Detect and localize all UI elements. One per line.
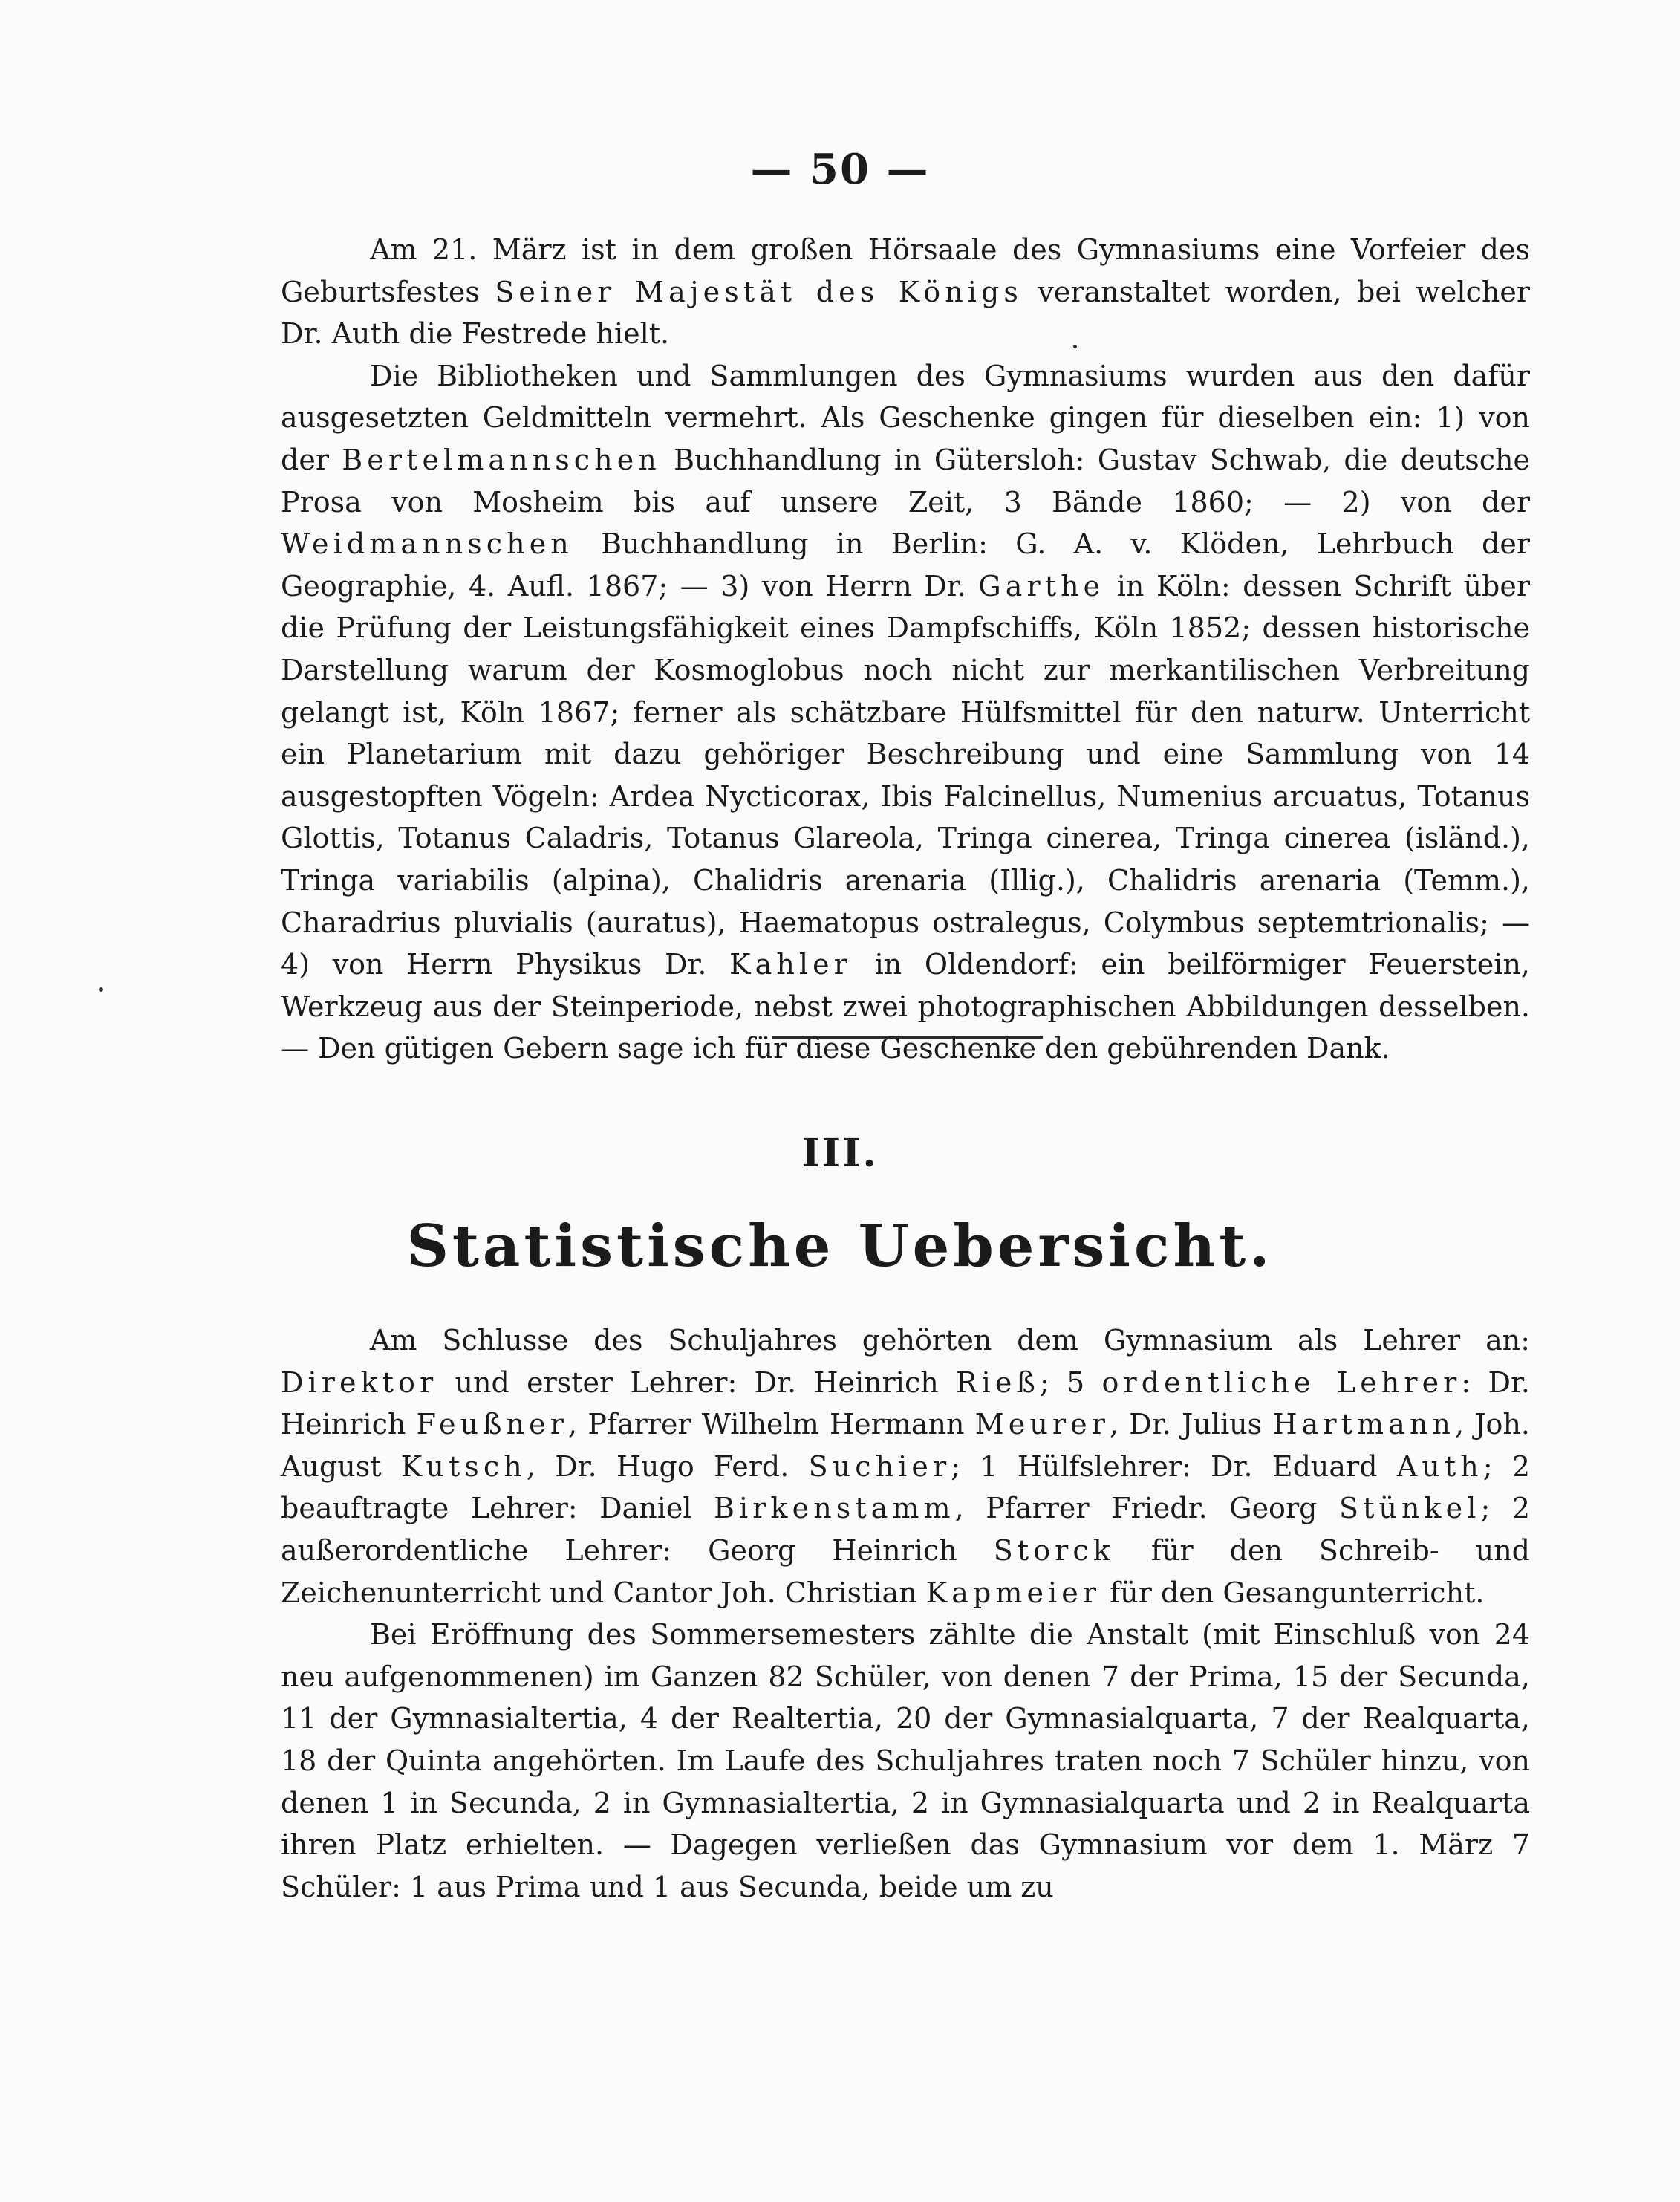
spaced-name: Kahler <box>729 948 852 981</box>
text-run: , Pfarrer Wilhelm Hermann <box>567 1408 975 1441</box>
text-run: Buchhandlung in Berlin: G. A. v. Klöden, Lehrbuch der Geographie, 4. Aufl. 1867; — 3) von Herrn Dr. <box>281 527 1530 603</box>
text-run: veranstaltet worden, bei welcher Dr. Auth die Festrede hielt. <box>281 275 1530 351</box>
spaced-name: Suchier <box>808 1449 951 1483</box>
text-run: in Oldendorf: ein beilförmiger Feuerstein, Werkzeug aus der Steinperiode, nebst zwei photographischen Abbildungen desselben. — Den gütigen Gebern sage ich für diese Geschenke den gebührenden Dank. <box>281 948 1530 1065</box>
spaced-name: Seiner Majestät des Königs <box>495 275 1023 308</box>
spaced-name: Stünkel <box>1338 1492 1481 1525</box>
text-run: , Dr. Julius <box>1109 1408 1273 1441</box>
section-statistics <box>281 1319 1530 1908</box>
spaced-name: Kutsch <box>400 1449 527 1483</box>
spaced-name: Feußner <box>416 1408 568 1441</box>
text-run: Buchhandlung in Gütersloh: Gustav Schwab, die deutsche Prosa von Mosheim bis auf unsere Zeit, 3 Bände 1860; — 2) von der <box>281 443 1530 519</box>
spaced-name: Direktor <box>281 1365 438 1399</box>
spaced-name: Birkenstamm <box>714 1492 955 1525</box>
text-run: ; 1 Hülfslehrer: Dr. Eduard <box>951 1449 1397 1483</box>
spaced-name: Kapmeier <box>925 1576 1101 1609</box>
spaced-name: Meurer <box>974 1408 1110 1441</box>
paragraph <box>281 229 1530 355</box>
spaced-name: Weidmannschen <box>281 527 573 561</box>
section-number: III. <box>801 1131 879 1176</box>
text-run: Am Schlusse des Schuljahres gehörten dem Gymnasium als Lehrer an: <box>370 1324 1530 1357</box>
spaced-name: Rieß <box>955 1365 1040 1399</box>
text-run: , Joh. August <box>281 1408 1530 1483</box>
spaced-name: Hartmann <box>1272 1408 1455 1441</box>
spaced-name: Garthe <box>978 569 1105 603</box>
text-run: Am 21. März ist in dem großen Hörsaale des Gymnasiums eine Vorfeier des Geburtsfestes <box>281 233 1530 308</box>
page-number: — 50 — <box>750 145 930 194</box>
text-run: für den Schreib- und Zeichenunterricht und Cantor Joh. Christian <box>281 1533 1530 1609</box>
spaced-name: Storck <box>993 1533 1115 1567</box>
section-divider <box>772 1036 1043 1039</box>
text-run: , Dr. Hugo Ferd. <box>526 1449 809 1483</box>
spaced-name: Bertelmannschen <box>342 443 661 476</box>
text-run: ; 2 beauftragte Lehrer: Daniel <box>281 1449 1530 1525</box>
speck-mark <box>99 987 103 992</box>
text-run: Die Bibliotheken und Sammlungen des Gymnasiums wurden aus den dafür ausgesetzten Geldmitteln vermehrt. Als Geschenke gingen für dieselben ein: 1) von der <box>281 359 1530 476</box>
text-run: : Dr. Heinrich <box>281 1365 1531 1441</box>
spaced-name: Auth <box>1396 1449 1483 1483</box>
text-run: ; 5 <box>1039 1365 1102 1399</box>
text-run: Bei Eröffnung des Sommersemesters zählte die Anstalt (mit Einschluß von 24 neu aufgenommenen) im Ganzen 82 Schüler, von denen 7 der Prima, 15 der Secunda, 11 der Gymnasialtertia, 4 der Realtertia, 20 der Gymnasialquarta, 7 der Realquarta, 18 der Quinta angehörten. Im Laufe des Schuljahres traten noch 7 Schüler hinzu, von denen 1 in Secunda, 2 in Gymnasialtertia, 2 in Gymnasialquarta und 2 in Realquarta ihren Platz erhielten. — Dagegen verließen das Gymnasium vor dem 1. März 7 Schüler: 1 aus Prima und 1 aus Secunda, beide um zu <box>281 1618 1530 1903</box>
paragraph <box>281 1614 1530 1908</box>
section-celebrations-and-gifts <box>281 229 1530 1070</box>
text-run: ; 2 außerordentliche Lehrer: Georg Heinrich <box>281 1492 1530 1567</box>
spaced-name: ordentliche Lehrer <box>1101 1365 1462 1399</box>
text-run: für den Gesangunterricht. <box>1101 1576 1485 1609</box>
paragraph <box>281 355 1530 1070</box>
section-heading: Statistische Uebersicht. <box>406 1212 1274 1280</box>
speck-mark <box>1073 345 1077 348</box>
text-run: in Köln: dessen Schrift über die Prüfung der Leistungsfähigkeit eines Dampfschiffs, Köln 1852; dessen historische Darstellung warum der Kosmoglobus noch nicht zur merkantilischen Verbreitung gelangt ist, Köln 1867; ferner als schätzbare Hülfsmittel für den naturw. Unterricht ein Planetarium mit dazu gehöriger Beschreibung und eine Sammlung von 14 ausgestopften Vögeln: Ardea Nycticorax, Ibis Falcinellus, Numenius arcuatus, Totanus Glottis, Totanus Caladris, Totanus Glareola, Tringa cinerea, Tringa cinerea (isländ.), Tringa variabilis (alpina), Chalidris arenaria (Illig.), Chalidris arenaria (Temm.), Charadrius pluvialis (auratus), Haematopus ostralegus, Colymbus septemtrionalis; — 4) von Herrn Physikus Dr. <box>281 569 1530 981</box>
paragraph <box>281 1319 1530 1614</box>
text-run: und erster Lehrer: Dr. Heinrich <box>437 1365 956 1399</box>
text-run: , Pfarrer Friedr. Georg <box>954 1492 1339 1525</box>
